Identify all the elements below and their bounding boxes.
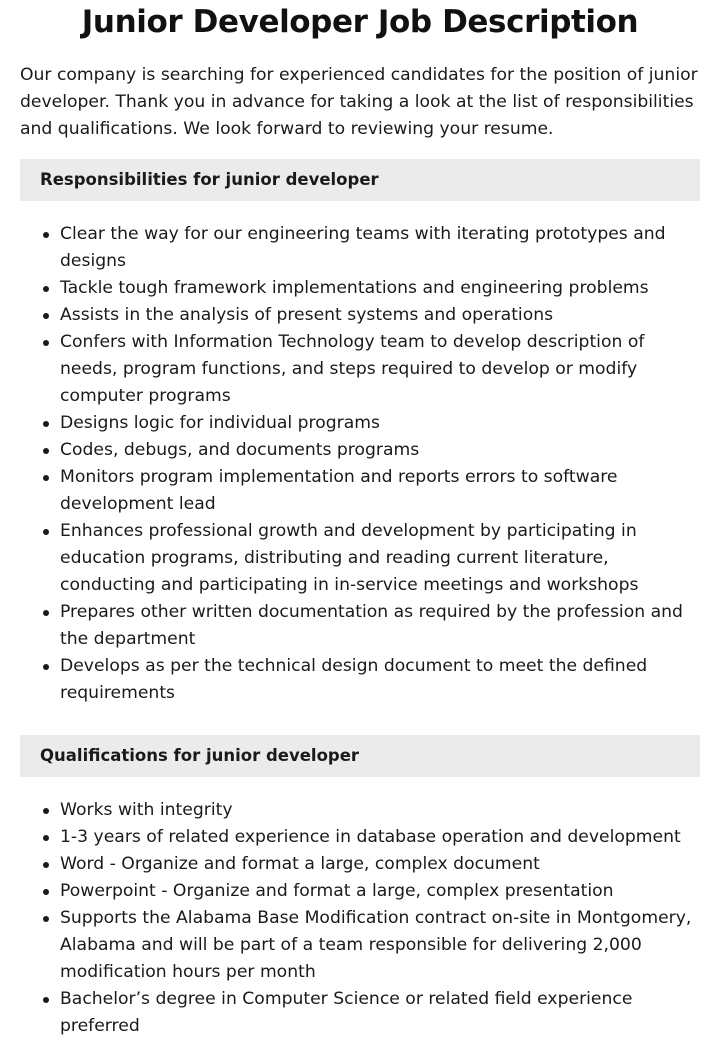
list-item: Powerpoint - Organize and format a large, complex presentation — [60, 878, 700, 905]
list-item: Word - Organize and format a large, complex document — [60, 851, 700, 878]
qualifications-list — [20, 797, 700, 1040]
list-item: Confers with Information Technology team to develop description of needs, program functions, and steps required to develop or modify computer programs — [60, 329, 700, 410]
list-item: Enhances professional growth and development by participating in education programs, distributing and reading current literature, conducting and participating in in-service meetings and workshops — [60, 518, 700, 599]
intro-paragraph: Our company is searching for experienced candidates for the position of junior developer. Thank you in advance for taking a look at the list of responsibilities and qualifications. We look forward to reviewing your resume. — [20, 65, 698, 139]
list-item: Supports the Alabama Base Modification contract on-site in Montgomery, Alabama and will be part of a team responsible for delivering 2,000 modification hours per month — [60, 905, 700, 986]
list-item: Designs logic for individual programs — [60, 410, 700, 437]
list-item: Works with integrity — [60, 797, 700, 824]
list-item: 1-3 years of related experience in database operation and development — [60, 824, 700, 851]
list-item: Tackle tough framework implementations and engineering problems — [60, 275, 700, 302]
list-item: Develops as per the technical design document to meet the defined requirements — [60, 653, 700, 707]
list-item: Assists in the analysis of present systems and operations — [60, 302, 700, 329]
responsibilities-list — [20, 221, 700, 707]
list-item: Monitors program implementation and reports errors to software development lead — [60, 464, 700, 518]
list-item: Bachelor’s degree in Computer Science or related field experience preferred — [60, 986, 700, 1040]
qualifications-heading: Qualifications for junior developer — [20, 735, 700, 777]
list-item: Prepares other written documentation as required by the profession and the department — [60, 599, 700, 653]
page-title: Junior Developer Job Description — [81, 4, 639, 40]
responsibilities-heading: Responsibilities for junior developer — [20, 159, 700, 201]
list-item: Codes, debugs, and documents programs — [60, 437, 700, 464]
list-item: Clear the way for our engineering teams with iterating prototypes and designs — [60, 221, 700, 275]
